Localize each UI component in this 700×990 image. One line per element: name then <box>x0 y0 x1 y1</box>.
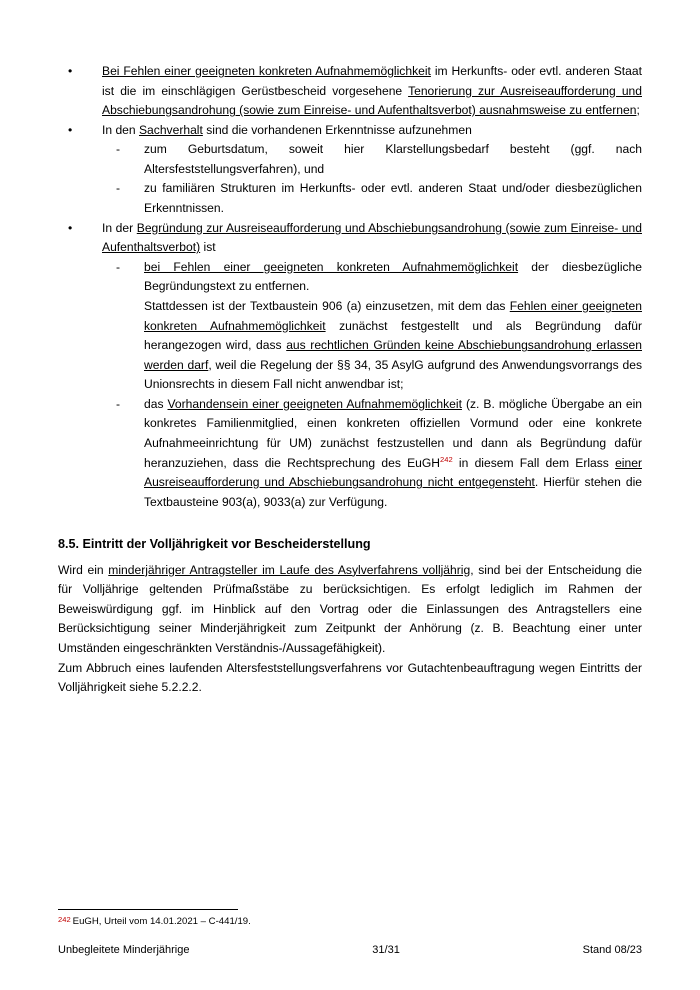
emphasis-text: einer Ausreiseaufforderung und Abschiebungsandrohung nicht entgegensteht <box>144 455 642 490</box>
dash-marker: - <box>116 181 121 196</box>
list-item <box>102 258 642 395</box>
text: Stattdessen ist der Textbaustein 906 (a) einzusetzen, mit dem das <box>144 298 510 313</box>
bullet-list-level-2 <box>102 258 642 513</box>
page-footer <box>58 927 642 956</box>
bullet-list-level-1 <box>58 62 642 512</box>
emphasis-text: minderjähriger Antragsteller im Laufe des Asylverfahrens volljährig <box>108 562 471 577</box>
bullet-marker: • <box>68 220 73 235</box>
section-heading: 8.5. Eintritt der Volljährigkeit vor Bescheiderstellung <box>58 537 371 552</box>
emphasis-text: Vorhandensein einer geeigneten Aufnahmemöglichkeit <box>167 396 462 411</box>
text: sind die vorhandenen Erkenntnisse aufzunehmen <box>202 122 472 137</box>
dash-marker: - <box>116 396 121 411</box>
paragraph <box>102 62 642 121</box>
document-body <box>58 62 642 698</box>
footnote-area <box>58 909 642 928</box>
emphasis-text: aus rechtlichen Gründen keine Abschiebungsandrohung erlassen werden darf <box>144 338 642 372</box>
text: zunächst festgestellt und als Begründung dafür herangezogen wird, dass <box>144 318 642 353</box>
paragraph <box>144 258 642 297</box>
dash-marker: - <box>116 259 121 274</box>
text: , weil die Regelung der §§ 34, 35 AsylG aufgrund des Anwendungsvorrangs des Unionsrechts in diesem Fall nicht anwendbar ist; <box>144 357 643 392</box>
emphasis-text: Begründung zur Ausreiseaufforderung und Abschiebungsandrohung (sowie zum Einreise- und Aufenthaltsverbot) <box>102 220 642 255</box>
page-number: 31/31 <box>372 944 400 956</box>
footnote-reference[interactable]: 242 <box>440 454 453 464</box>
text: . Hierfür stehen die Textbausteine 903(a), 9033(a) zur Verfügung. <box>144 475 642 509</box>
list-item <box>102 395 642 513</box>
footnote-text: EuGH, Urteil vom 14.01.2021 – C-441/19. <box>72 915 251 927</box>
emphasis-text: Bei Fehlen einer geeigneten konkreten Aufnahmemöglichkeit <box>102 64 431 78</box>
text: der diesbezügliche Begründungstext zu entfernen. <box>144 259 642 294</box>
text: Wird ein <box>58 562 109 577</box>
paragraph: zu familiären Strukturen im Herkunfts- oder evtl. anderen Staat und/oder diesbezüglichen Erkenntnissen. <box>144 181 642 216</box>
footnote <box>58 915 642 928</box>
emphasis-text: bei Fehlen einer geeigneten konkreten Aufnahmemöglichkeit <box>144 259 519 274</box>
text: In den <box>102 122 139 137</box>
text: ; <box>636 103 640 118</box>
paragraph <box>144 297 642 395</box>
paragraph <box>58 561 642 659</box>
list-item <box>58 219 642 513</box>
footer-right-text: Stand 08/23 <box>582 944 642 956</box>
dash-marker: - <box>116 142 121 157</box>
text: in diesem Fall dem Erlass <box>452 455 616 470</box>
list-item <box>102 140 642 179</box>
list-item <box>102 179 642 218</box>
paragraph: Zum Abbruch eines laufenden Altersfeststellungsverfahrens vor Gutachtenbeauftragung wegen Eintritts der Volljährigkeit siehe 5.2.2.2. <box>58 660 642 695</box>
text: In der <box>102 220 137 235</box>
text: (z. B. mögliche Übergabe an ein konkretes Familienmitglied, einen konkreten offiziellen Vormund oder eine konkrete Aufnahmeeinrichtung für UM) zunächst festzustellen und dann als Begründung dafür heranzuziehen, dass die Rechtsprechung des EuGH <box>144 396 642 470</box>
text: das <box>144 396 168 411</box>
footnote-separator <box>58 909 238 910</box>
list-item <box>58 62 642 121</box>
paragraph <box>144 395 642 513</box>
bullet-marker: • <box>68 122 73 137</box>
paragraph: zum Geburtsdatum, soweit hier Klarstellungsbedarf besteht (ggf. nach Altersfeststellungsverfahren), und <box>144 142 642 176</box>
text: ist <box>200 240 216 255</box>
emphasis-text: Fehlen einer geeigneten konkreten Aufnahmemöglichkeit <box>144 298 642 333</box>
paragraph <box>102 219 642 258</box>
bullet-list-level-2 <box>102 140 642 218</box>
emphasis-text: Sachverhalt <box>138 122 203 137</box>
emphasis-text: Tenorierung zur Ausreiseaufforderung und Abschiebungsandrohung (sowie zum Einreise- und Aufenthaltsverbot) ausnahmsweise zu entfernen <box>102 83 642 118</box>
list-item <box>58 121 642 219</box>
paragraph <box>102 121 642 141</box>
footer-left-text: Unbegleitete Minderjährige <box>58 944 190 956</box>
text: , sind bei der Entscheidung die für Volljährige geltenden Prüfmaßstäbe zu berücksichtigen. Es erfolgt lediglich im Rahmen der Beweiswürdigung ggf. im Hinblick auf den Vortrag oder die Einlassungen des Antragstellers eine Berücksichtigung seiner Minderjährigkeit zum Zeitpunkt der Anhörung (z. B. Beachtung einer unter Umständen eingeschränkten Verständnis-/Aussagefähigkeit). <box>58 562 643 656</box>
footnote-number: 242 <box>58 914 71 924</box>
text: im Herkunfts- oder evtl. anderen Staat ist die im einschlägigen Gerüstbescheid vorgesehene <box>102 64 642 98</box>
bullet-marker: • <box>68 64 73 78</box>
